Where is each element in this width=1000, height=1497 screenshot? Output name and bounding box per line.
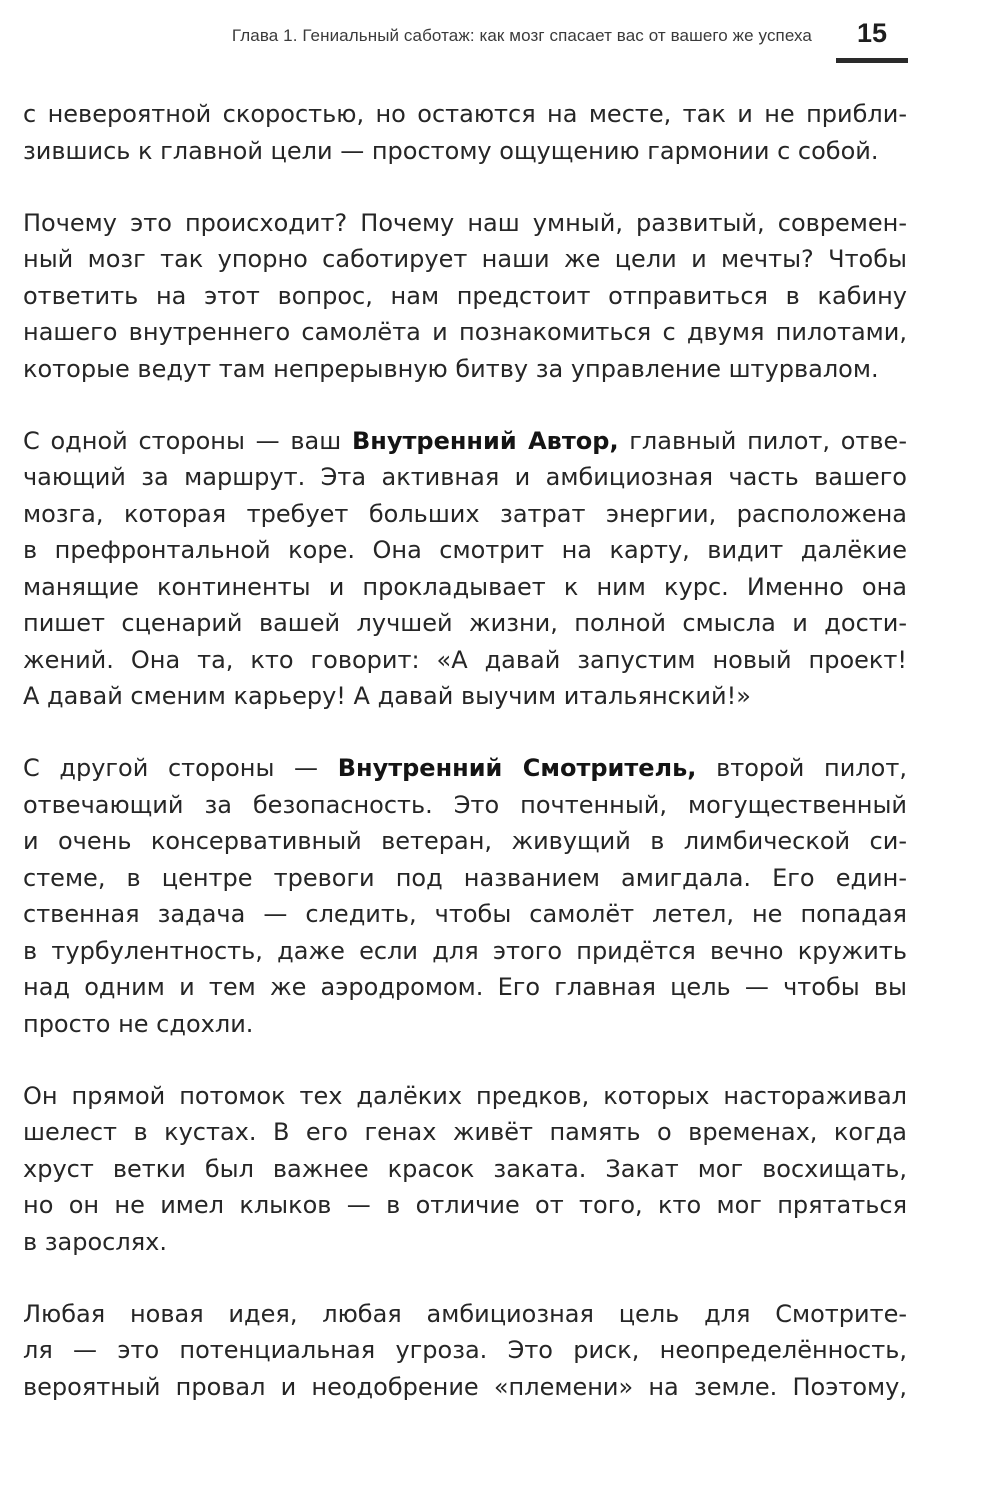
- text-line: мозга, которая требует больших затрат энергии, расположена: [23, 499, 907, 528]
- text-line: С другой стороны — Внутренний Смотритель, второй пилот,: [23, 754, 907, 782]
- text-line: С одной стороны — ваш Внутренний Автор, главный пилот, отве-: [23, 426, 907, 455]
- text-line: хруст ветки был важнее красок заката. Закат мог восхищать,: [23, 1154, 907, 1183]
- running-header: Глава 1. Гениальный саботаж: как мозг спасает вас от вашего же успеха: [231, 26, 812, 45]
- text-line: в зарослях.: [23, 1227, 167, 1256]
- text-line: чающий за маршрут. Эта активная и амбициозная часть вашего: [23, 463, 907, 491]
- text-line: отвечающий за безопасность. Это почтенный, могущественный: [23, 790, 907, 819]
- body-text: [23, 96, 907, 1441]
- text-line: в префронтальной коре. Она смотрит на карту, видит далёкие: [23, 536, 907, 564]
- text-line: Он прямой потомок тех далёких предков, которых настораживал: [23, 1081, 907, 1110]
- bold-term-inner-author: Внутренний Автор,: [351, 426, 619, 455]
- text-line: жений. Она та, кто говорит: «А давай запустим новый проект!: [23, 645, 907, 674]
- paragraph: [23, 205, 907, 388]
- paragraph: [23, 423, 907, 715]
- text-line: стеме, в центре тревоги под названием амигдала. Его един-: [23, 863, 907, 892]
- text-line: ля — это потенциальная угроза. Это риск, неопределённость,: [23, 1336, 907, 1364]
- paragraph: [23, 96, 907, 169]
- text-line: в турбулентность, даже если для этого придётся вечно кружить: [23, 936, 907, 965]
- paragraph: [23, 750, 907, 1042]
- text-line: с невероятной скоростью, но остаются на месте, так и не прибли-: [23, 100, 907, 128]
- text-line: ный мозг так упорно саботирует наши же цели и мечты? Чтобы: [23, 245, 907, 273]
- text-line: которые ведут там непрерывную битву за управление штурвалом.: [23, 354, 879, 383]
- text-line: А давай сменим карьеру! А давай выучим итальянский!»: [23, 682, 751, 710]
- text-line: манящие континенты и прокладывает к ним курс. Именно она: [23, 572, 907, 601]
- text-line: ответить на этот вопрос, нам предстоит отправиться в кабину: [23, 281, 907, 310]
- text-line: Почему это происходит? Почему наш умный, развитый, современ-: [23, 208, 907, 237]
- paragraph: [23, 1078, 907, 1261]
- text-line: над одним и тем же аэродромом. Его главная цель — чтобы вы: [23, 973, 907, 1001]
- text-line: и очень консервативный ветеран, живущий в лимбической си-: [23, 827, 907, 855]
- text-line: ственная задача — следить, чтобы самолёт летел, не попадая: [23, 900, 907, 928]
- text-line: вероятный провал и неодобрение «племени» на земле. Поэтому,: [23, 1372, 907, 1401]
- page-number: 15: [856, 18, 888, 48]
- text-line: но он не имел клыков — в отличие от того, кто мог прятаться: [23, 1191, 907, 1219]
- text-line: просто не сдохли.: [23, 1009, 254, 1038]
- header-rule: [836, 58, 908, 63]
- text-line: шелест в кустах. В его генах живёт память о временах, когда: [23, 1118, 907, 1146]
- text-line: пишет сценарий вашей лучшей жизни, полной смысла и дости-: [23, 609, 907, 637]
- text-line: зившись к главной цели — простому ощущению гармонии с собой.: [23, 136, 879, 165]
- text-line: нашего внутреннего самолёта и познакомиться с двумя пилотами,: [23, 318, 907, 346]
- text-line: Любая новая идея, любая амбициозная цель для Смотрите-: [23, 1299, 907, 1328]
- paragraph: [23, 1296, 907, 1406]
- bold-term-inner-keeper: Внутренний Смотритель,: [337, 754, 697, 782]
